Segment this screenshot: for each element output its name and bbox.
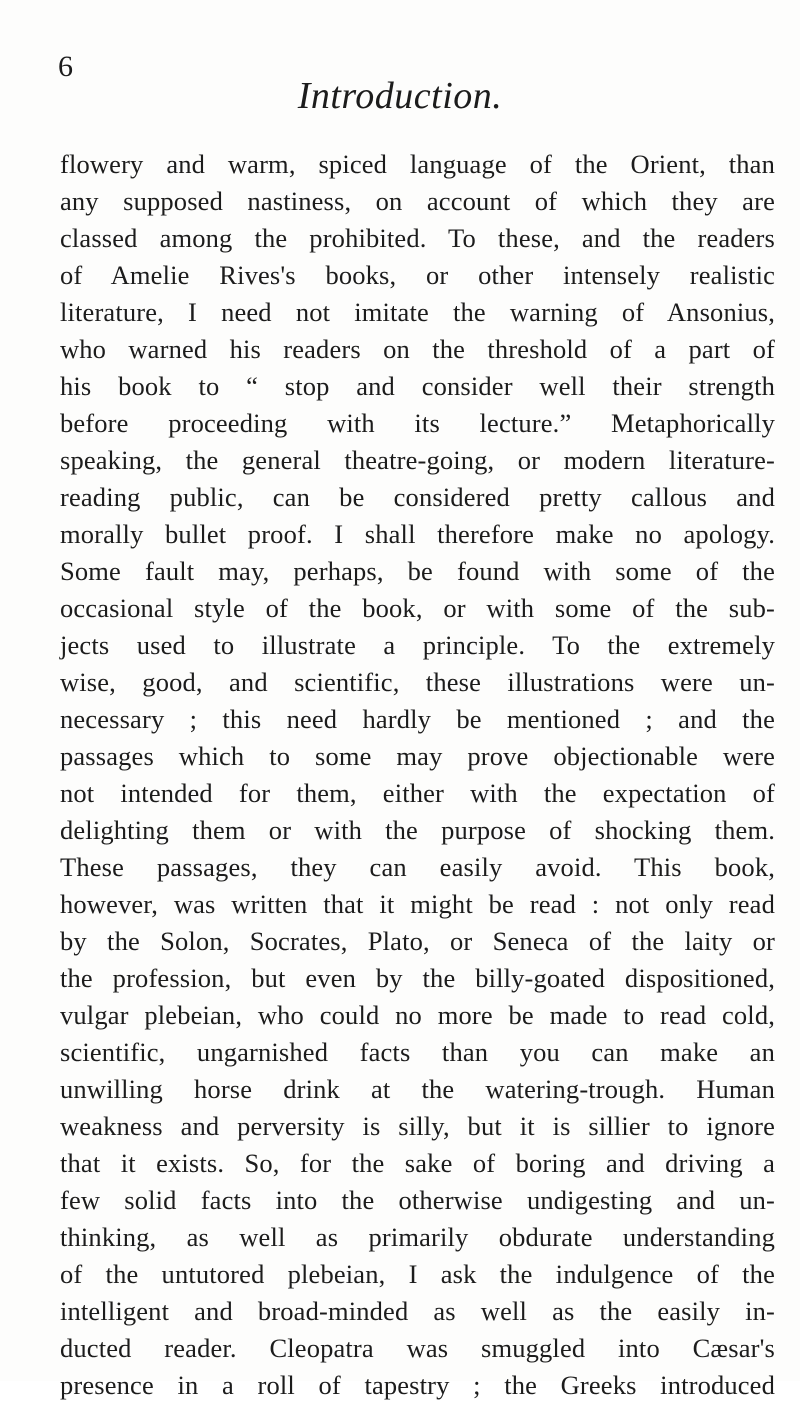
text-line: any supposed nastiness, on account of which they are bbox=[60, 186, 775, 216]
text-line: necessary ; this need hardly be mentioned ; and the bbox=[60, 704, 775, 734]
text-line: occasional style of the book, or with some of the sub- bbox=[60, 593, 775, 623]
text-line: not intended for them, either with the expectation of bbox=[60, 778, 775, 808]
text-line: his book to “ stop and consider well their strength bbox=[60, 371, 775, 401]
text-line: vulgar plebeian, who could no more be made to read cold, bbox=[60, 1000, 775, 1030]
text-line: that it exists. So, for the sake of boring and driving a bbox=[60, 1148, 775, 1178]
text-line: thinking, as well as primarily obdurate understanding bbox=[60, 1222, 775, 1252]
running-head: Introduction. bbox=[297, 75, 503, 117]
text-line: wise, good, and scientific, these illustrations were un- bbox=[60, 667, 775, 697]
text-line: morally bullet proof. I shall therefore make no apology. bbox=[60, 519, 775, 549]
text-line: These passages, they can easily avoid. This book, bbox=[60, 852, 775, 882]
text-line: unwilling horse drink at the watering-trough. Human bbox=[60, 1074, 775, 1104]
page-number: 6 bbox=[58, 50, 74, 83]
text-line: literature, I need not imitate the warning of Ansonius, bbox=[60, 297, 775, 327]
text-line: Some fault may, perhaps, be found with some of the bbox=[60, 556, 775, 586]
text-line: passages which to some may prove objectionable were bbox=[60, 741, 775, 771]
text-line: by the Solon, Socrates, Plato, or Seneca of the laity or bbox=[60, 926, 775, 956]
text-line: before proceeding with its lecture.” Metaphorically bbox=[60, 408, 775, 438]
text-line: presence in a roll of tapestry ; the Greeks introduced bbox=[60, 1370, 775, 1400]
text-line: weakness and perversity is silly, but it is sillier to ignore bbox=[60, 1111, 775, 1141]
text-line: delighting them or with the purpose of shocking them. bbox=[60, 815, 775, 845]
text-line: ducted reader. Cleopatra was smuggled into Cæsar's bbox=[60, 1333, 775, 1363]
text-line: the profession, but even by the billy-goated dispositioned, bbox=[60, 963, 775, 993]
text-line: who warned his readers on the threshold of a part of bbox=[60, 334, 775, 364]
body-text bbox=[60, 146, 775, 1404]
text-line: classed among the prohibited. To these, and the readers bbox=[60, 223, 775, 253]
text-line: intelligent and broad-minded as well as the easily in- bbox=[60, 1296, 775, 1326]
text-line: jects used to illustrate a principle. To the extremely bbox=[60, 630, 775, 660]
text-line: of the untutored plebeian, I ask the indulgence of the bbox=[60, 1259, 775, 1289]
text-line: however, was written that it might be read : not only read bbox=[60, 889, 775, 919]
text-line: speaking, the general theatre-going, or modern literature- bbox=[60, 445, 775, 475]
text-line: scientific, ungarnished facts than you can make an bbox=[60, 1037, 775, 1067]
text-line: reading public, can be considered pretty callous and bbox=[60, 482, 775, 512]
text-line: few solid facts into the otherwise undigesting and un- bbox=[60, 1185, 775, 1215]
text-line: flowery and warm, spiced language of the Orient, than bbox=[60, 149, 775, 179]
text-line: of Amelie Rives's books, or other intensely realistic bbox=[60, 260, 775, 290]
